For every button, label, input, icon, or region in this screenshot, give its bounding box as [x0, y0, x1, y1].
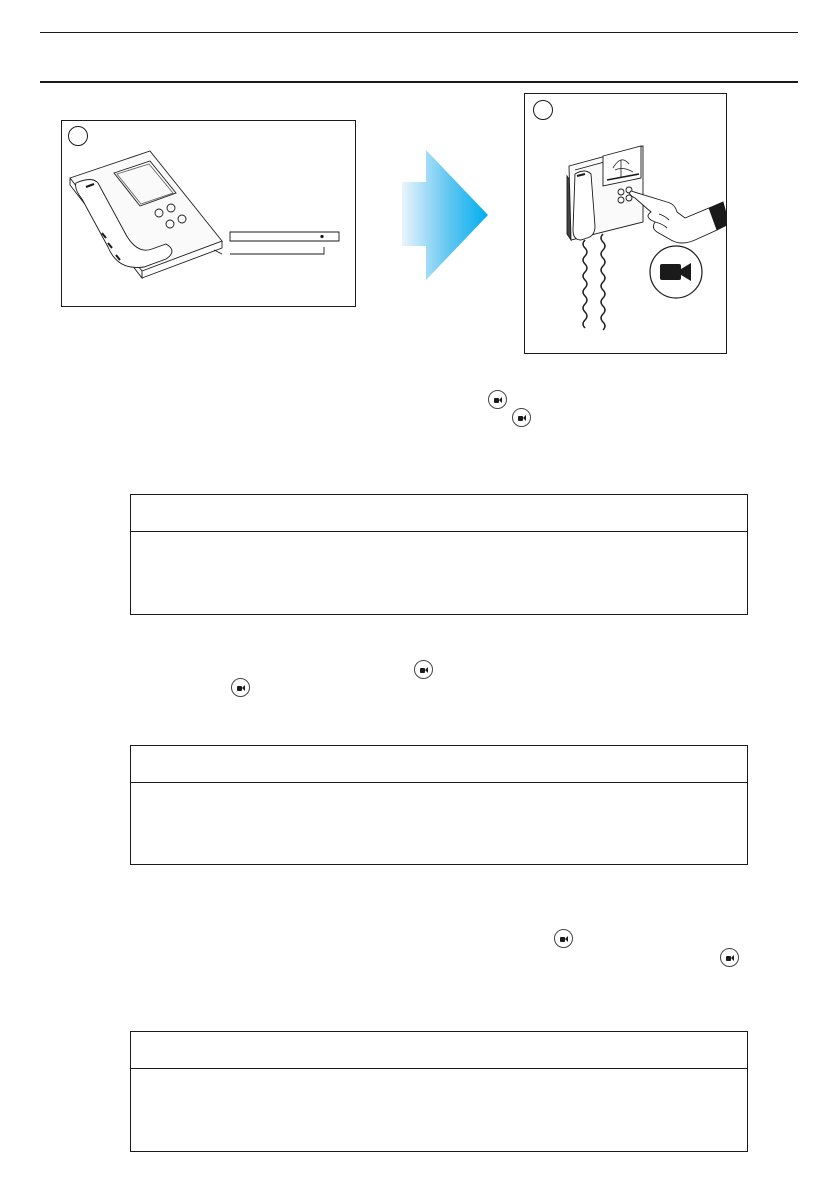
camera-icon	[231, 678, 250, 697]
note-box-header	[131, 1032, 747, 1069]
figure-step-2	[524, 93, 727, 354]
camera-icon	[512, 408, 531, 427]
note-box-1	[130, 494, 748, 615]
note-box-header	[131, 495, 747, 532]
note-box-3	[130, 1031, 748, 1152]
monitor-wall-illustration	[525, 94, 726, 353]
note-box-2	[130, 745, 748, 865]
step-1-circle	[68, 126, 88, 146]
camera-icon	[414, 660, 433, 679]
right-arrow-gradient-icon	[402, 150, 488, 280]
camera-icon	[554, 929, 573, 948]
header-rule	[40, 32, 798, 33]
figure-step-1	[61, 120, 356, 307]
step-2-circle	[533, 100, 553, 120]
camera-icon	[488, 390, 507, 409]
camera-icon	[720, 948, 739, 967]
note-box-header	[131, 746, 747, 783]
monitor-flat-illustration	[62, 121, 355, 306]
section-rule	[40, 81, 798, 83]
